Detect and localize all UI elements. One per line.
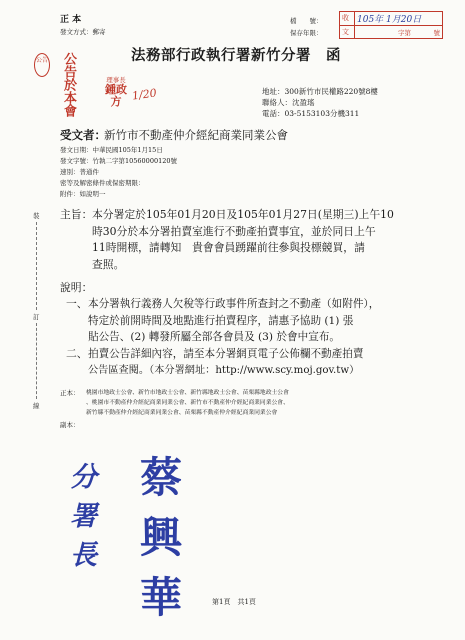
item-line: 本分署執行義務人欠稅等行政事件所查封之不動產（如附件）， [88,298,380,310]
page-number: 第1頁 共1頁 [212,598,256,606]
item-line: 貼公告、(2) 轉發所屬全部各會員及 (3) 於會中宣布。 [88,331,340,343]
stamp-prefix: 文 [342,28,349,36]
stamp-word: 字第 [398,29,411,37]
margin-mark-bind: 裝 [33,212,40,220]
subject-label: 主旨： [60,208,93,221]
recipient-name: 新竹市不動產仲介經紀商業同業公會 [104,128,288,142]
margin-mark-line: 線 [33,402,40,410]
subject-line: 本分署定於105年01月20日及105年01月27日(星期三)上午10 [92,208,394,221]
sender-phone: 電話：03-5153103分機311 [262,109,360,118]
original-copy-line: 、桃園市不動產仲介經紀商業同業公會、新竹市不動產仲介經紀商業同業公會、 [86,400,289,406]
cc-label: 副本： [60,421,80,429]
item-number: 二、 [66,347,88,360]
issue-number: 發文字號：竹執二字第10560000120號 [60,157,177,165]
original-copy-line: 桃園市地政士公會、新竹市地政士公會、新竹縣地政士公會、苗栗縣地政士公會 [86,390,289,396]
copy-label: 正 本 [60,15,82,25]
item-line: 拍賣公告詳細內容，請至本分署網頁電子公佈欄不動產拍賣 [88,348,364,360]
margin-mark-cut: 訂 [33,313,40,321]
retention-label: 保存年限： [290,29,323,37]
subject-line: 查照。 [92,257,125,271]
item-line: 公告區查閱。（本分署網址：http://www.scy.moj.gov.tw） [88,364,360,376]
security-level: 密等及解密條件或保密期限： [60,179,145,187]
chairman-seal-name: 鍾政方 [105,83,127,108]
item-number: 一、 [66,297,88,310]
announce-oval-seal [34,53,50,77]
receive-stamp [339,11,443,39]
binding-line [36,323,38,399]
stamp-no: 號 [433,29,440,37]
subject-line: 11時開標，請轉知 貴會會員踴躍前往參與投標競買，請 [92,241,365,254]
file-no-label: 檔 號： [290,17,323,25]
binding-line [36,222,38,310]
sender-address: 地址：300新竹市民權路220號8樓 [262,87,378,96]
signature-name: 蔡興華 [140,453,185,622]
announce-vertical-seal: 公告於本會 [61,52,76,117]
signature-title: 分署長 [70,462,96,571]
recipient-label: 受文者： [60,128,106,142]
original-copy-line: 新竹縣不動產仲介經紀商業同業公會、苗栗縣不動產仲介經紀商業同業公會 [86,410,278,416]
document-title: 法務部行政執行署新竹分署 函 [131,47,341,64]
subject-line: 時30分於本分署拍賣室進行不動產拍賣事宜，並於同日上午 [92,224,376,238]
handwritten-date: 1/20 [131,86,158,103]
sender-contact: 聯絡人：沈盈瑤 [262,98,315,107]
stamp-date: 105年 1月20日 [357,15,422,25]
speed-class: 速別：普通件 [60,168,99,176]
attachment-note: 附件：如說明一 [60,190,106,198]
item-line: 特定於前開時間及地點進行拍賣程序，請惠予協助 (1) 張 [88,314,354,327]
chairman-seal-small: 理事長 [106,76,126,84]
issue-date: 發文日期：中華民國105年1月15日 [60,146,163,154]
original-copy-label: 正本： [60,389,80,397]
explanation-label: 說明： [60,281,93,294]
oval-seal-text: 公告 [35,57,48,64]
stamp-receive: 收 [342,14,349,22]
chairman-seal [103,76,129,108]
issue-method: 發文方式：郵寄 [60,28,106,36]
